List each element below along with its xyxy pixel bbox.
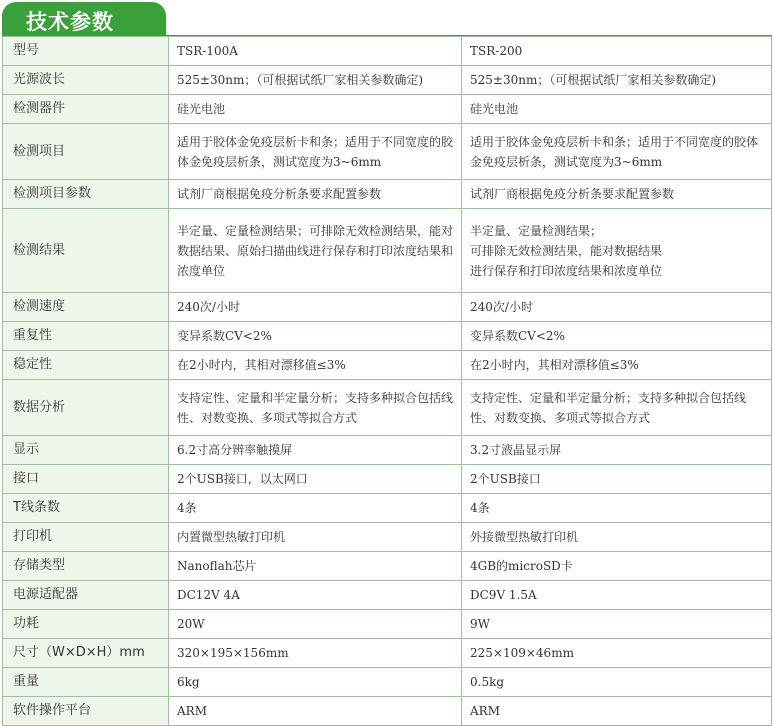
row-label: 检测项目参数 — [3, 180, 169, 209]
tsr-200-value: 4GB的microSD卡 — [462, 552, 772, 581]
tsr-100a-value: TSR-100A — [169, 37, 462, 66]
tsr-200-value: DC9V 1.5A — [462, 581, 772, 610]
table-row — [3, 95, 772, 124]
row-label: 重复性 — [3, 322, 169, 351]
table-row — [3, 293, 772, 322]
table-row — [3, 351, 772, 380]
table-row — [3, 668, 772, 697]
row-label: 存储类型 — [3, 552, 169, 581]
tsr-200-value: 225×109×46mm — [462, 639, 772, 668]
row-label: 数据分析 — [3, 380, 169, 436]
table-row — [3, 639, 772, 668]
tsr-100a-value: Nanoflah芯片 — [169, 552, 462, 581]
table-row — [3, 581, 772, 610]
table-row — [3, 322, 772, 351]
tsr-100a-value: 4条 — [169, 494, 462, 523]
table-row — [3, 124, 772, 180]
table-row — [3, 37, 772, 66]
tsr-100a-value: 2个USB接口，以太网口 — [169, 465, 462, 494]
tsr-200-value: TSR-200 — [462, 37, 772, 66]
table-row — [3, 697, 772, 726]
tsr-200-value: 在2小时内，其相对漂移值≤3% — [462, 351, 772, 380]
section-title: 技术参数 — [26, 10, 114, 34]
table-row — [3, 465, 772, 494]
row-label: 型号 — [3, 37, 169, 66]
table-row — [3, 380, 772, 436]
tsr-200-value: 变异系数CV<2% — [462, 322, 772, 351]
row-label: 检测器件 — [3, 95, 169, 124]
tsr-200-value: 240次/小时 — [462, 293, 772, 322]
row-label: 光源波长 — [3, 66, 169, 95]
tsr-200-value: 9W — [462, 610, 772, 639]
tsr-100a-value: 变异系数CV<2% — [169, 322, 462, 351]
tsr-100a-value: 内置微型热敏打印机 — [169, 523, 462, 552]
tsr-100a-value: 20W — [169, 610, 462, 639]
tsr-200-value: 适用于胶体金免疫层析卡和条；适用于不同宽度的胶体金免疫层析条，测试宽度为3~6mm — [462, 124, 772, 180]
table-row — [3, 494, 772, 523]
tsr-100a-value: 240次/小时 — [169, 293, 462, 322]
table-row — [3, 523, 772, 552]
row-label: 打印机 — [3, 523, 169, 552]
tsr-100a-value: DC12V 4A — [169, 581, 462, 610]
tsr-100a-value: 支持定性、定量和半定量分析；支持多种拟合包括线性、对数变换、多项式等拟合方式 — [169, 380, 462, 436]
section-title-tab — [2, 2, 166, 36]
table-row — [3, 552, 772, 581]
tsr-200-value: 试剂厂商根据免疫分析条要求配置参数 — [462, 180, 772, 209]
tsr-200-value: 硅光电池 — [462, 95, 772, 124]
row-label: 电源适配器 — [3, 581, 169, 610]
tsr-200-value: 半定量、定量检测结果； 可排除无效检测结果，能对数据结果 进行保存和打印浓度结果和浓度单位 — [462, 209, 772, 293]
row-label: 接口 — [3, 465, 169, 494]
table-row — [3, 66, 772, 95]
row-label: 检测速度 — [3, 293, 169, 322]
tsr-200-value: 支持定性、定量和半定量分析；支持多种拟合包括线性、对数变换、多项式等拟合方式 — [462, 380, 772, 436]
spec-table — [2, 36, 772, 726]
tsr-100a-value: ARM — [169, 697, 462, 726]
tsr-100a-value: 试剂厂商根据免疫分析条要求配置参数 — [169, 180, 462, 209]
row-label: 尺寸（W×D×H）mm — [3, 639, 169, 668]
tsr-100a-value: 6kg — [169, 668, 462, 697]
tsr-200-value: 4条 — [462, 494, 772, 523]
row-label: T线条数 — [3, 494, 169, 523]
row-label: 重量 — [3, 668, 169, 697]
tsr-100a-value: 525±30nm；（可根据试纸厂家相关参数确定) — [169, 66, 462, 95]
row-label: 软件操作平台 — [3, 697, 169, 726]
row-label: 稳定性 — [3, 351, 169, 380]
table-row — [3, 209, 772, 293]
tsr-100a-value: 硅光电池 — [169, 95, 462, 124]
table-row — [3, 610, 772, 639]
tsr-200-value: 外接微型热敏打印机 — [462, 523, 772, 552]
tsr-200-value: ARM — [462, 697, 772, 726]
tsr-200-value: 525±30nm；（可根据试纸厂家相关参数确定) — [462, 66, 772, 95]
tsr-100a-value: 320×195×156mm — [169, 639, 462, 668]
table-row — [3, 180, 772, 209]
row-label: 检测结果 — [3, 209, 169, 293]
tsr-200-value: 2个USB接口 — [462, 465, 772, 494]
tsr-100a-value: 在2小时内，其相对漂移值≤3% — [169, 351, 462, 380]
table-row — [3, 436, 772, 465]
tsr-200-value: 0.5kg — [462, 668, 772, 697]
row-label: 显示 — [3, 436, 169, 465]
tsr-200-value: 3.2寸液晶显示屏 — [462, 436, 772, 465]
tsr-100a-value: 半定量、定量检测结果；可排除无效检测结果，能对数据结果、原始扫描曲线进行保存和打印浓度结果和浓度单位 — [169, 209, 462, 293]
row-label: 检测项目 — [3, 124, 169, 180]
tsr-100a-value: 6.2寸高分辨率触摸屏 — [169, 436, 462, 465]
row-label: 功耗 — [3, 610, 169, 639]
tsr-100a-value: 适用于胶体金免疫层析卡和条；适用于不同宽度的胶体金免疫层析条，测试宽度为3~6mm — [169, 124, 462, 180]
